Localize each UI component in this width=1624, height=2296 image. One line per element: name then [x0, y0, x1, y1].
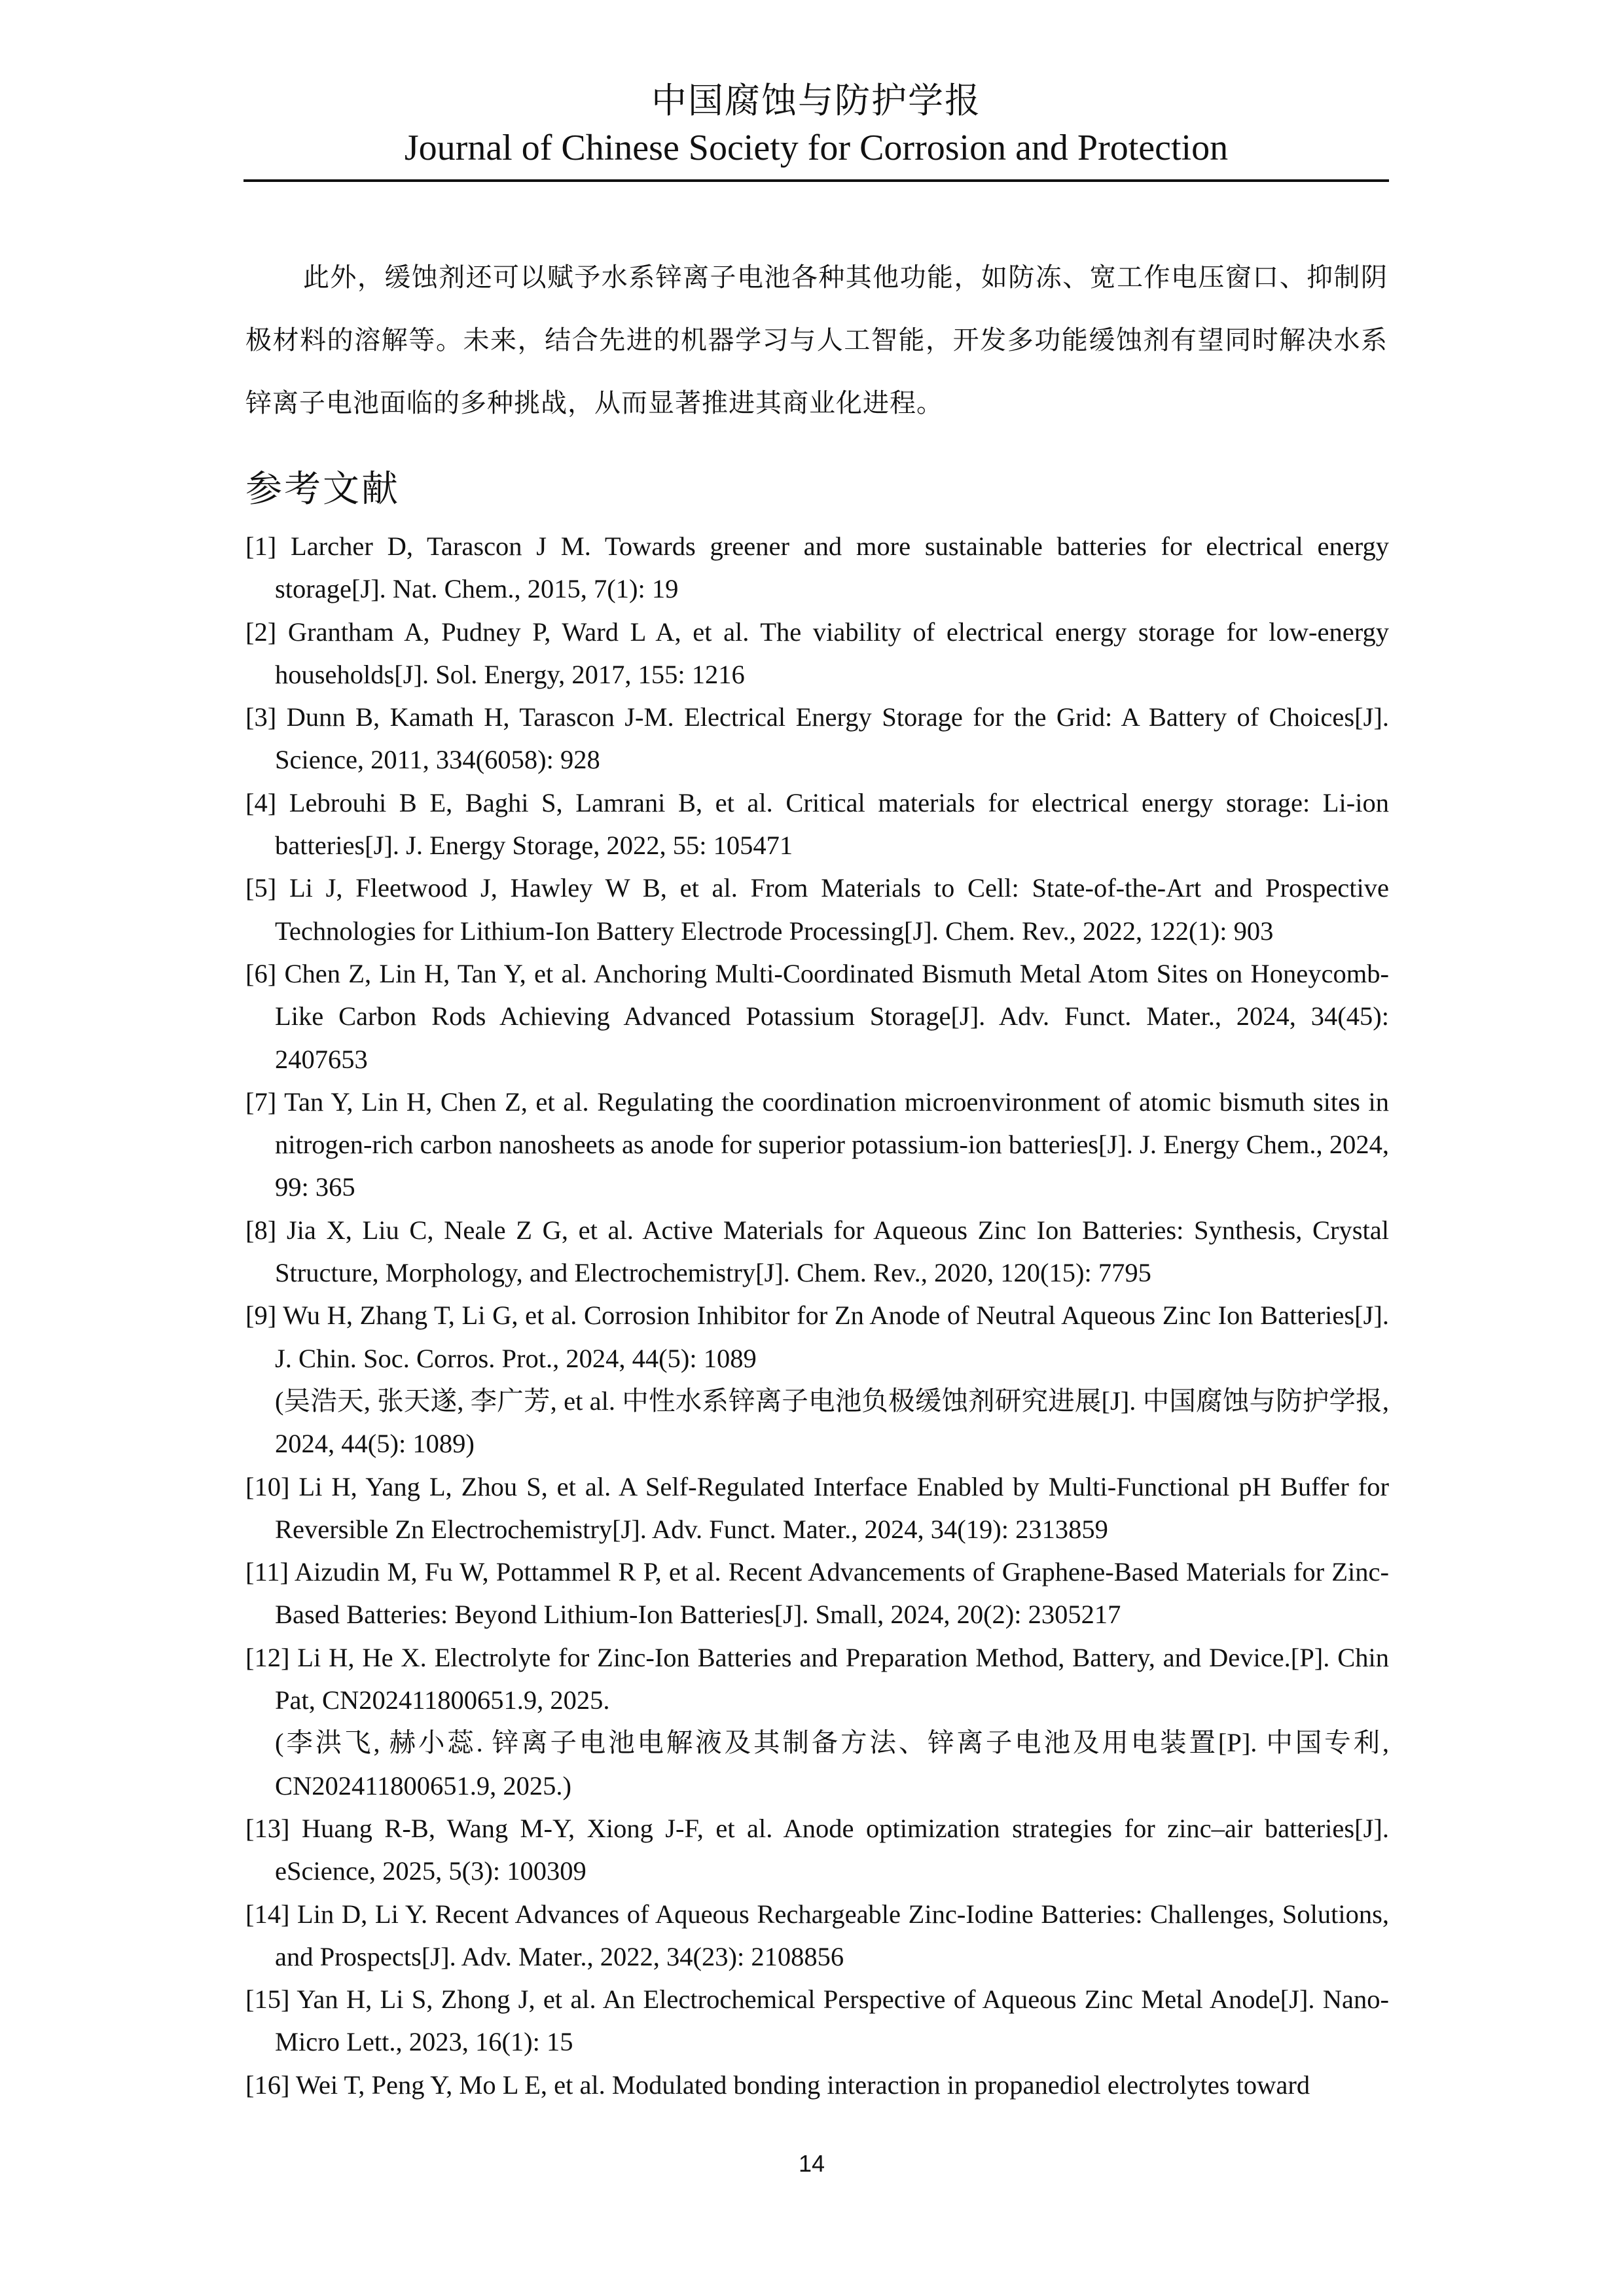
reference-text: [8] Jia X, Liu C, Neale Z G, et al. Active Materials for Aqueous Zinc Ion Batteries: Synthesis, Crystal Structure, Morphology, and Electrochemistry[J]. Chem. Rev., 2020, 120(15): 7795: [245, 1215, 1389, 1288]
reference-chinese-note: (吴浩天, 张天遂, 李广芳, et al. 中性水系锌离子电池负极缓蚀剂研究进展[J]. 中国腐蚀与防护学报, 2024, 44(5): 1089): [275, 1386, 1389, 1459]
reference-text: [7] Tan Y, Lin H, Chen Z, et al. Regulating the coordination microenvironment of atomic bismuth sites in nitrogen-rich carbon nanosheets as anode for superior potassium-ion batteries[J]. J. Energy Chem., 2024, 99: 365: [245, 1086, 1389, 1202]
reference-text: [15] Yan H, Li S, Zhong J, et al. An Electrochemical Perspective of Aqueous Zinc Metal Anode[J]. Nano-Micro Lett., 2023, 16(1): 15: [245, 1984, 1389, 2057]
journal-title-en: Journal of Chinese Society for Corrosion and Protection: [404, 128, 1229, 168]
reference-text: [13] Huang R-B, Wang M-Y, Xiong J-F, et al. Anode optimization strategies for zinc–air batteries[J]. eScience, 2025, 5(3): 100309: [245, 1813, 1389, 1886]
reference-item: [245, 1294, 1389, 1465]
reference-item: [245, 1209, 1389, 1295]
reference-item: [245, 1551, 1389, 1636]
reference-text: [12] Li H, He X. Electrolyte for Zinc-Ion Batteries and Preparation Method, Battery, and Device.[P]. Chin Pat, CN202411800651.9, 2025.: [245, 1642, 1389, 1715]
reference-text: [1] Larcher D, Tarascon J M. Towards greener and more sustainable batteries for electrical energy storage[J]. Nat. Chem., 2015, 7(1): 19: [245, 531, 1389, 604]
reference-text: [11] Aizudin M, Fu W, Pottammel R P, et al. Recent Advancements of Graphene-Based Materials for Zinc-Based Batteries: Beyond Lithium-Ion Batteries[J]. Small, 2024, 20(2): 2305217: [245, 1557, 1389, 1630]
reference-text: [14] Lin D, Li Y. Recent Advances of Aqueous Rechargeable Zinc-Iodine Batteries: Challenges, Solutions, and Prospects[J]. Adv. Mater., 2022, 34(23): 2108856: [245, 1899, 1389, 1971]
reference-chinese-note: (李洪飞, 赫小蕊. 锌离子电池电解液及其制备方法、锌离子电池及用电装置[P]. 中国专利, CN202411800651.9, 2025.): [275, 1728, 1389, 1801]
reference-item: [245, 1978, 1389, 2064]
reference-item: [245, 781, 1389, 867]
page-number: 14: [798, 2150, 825, 2177]
reference-item: [245, 611, 1389, 696]
header-rule: [244, 179, 1389, 182]
reference-item: [245, 696, 1389, 781]
running-header: [244, 77, 1389, 171]
reference-text: [10] Li H, Yang L, Zhou S, et al. A Self-Regulated Interface Enabled by Multi-Functional pH Buffer for Reversible Zn Electrochemistry[J]. Adv. Funct. Mater., 2024, 34(19): 2313859: [245, 1471, 1389, 1544]
reference-item: [245, 525, 1389, 611]
reference-item: [245, 952, 1389, 1081]
reference-item: [245, 1081, 1389, 1209]
reference-item: [245, 2064, 1389, 2106]
reference-item: [245, 1636, 1389, 1807]
reference-text: [3] Dunn B, Kamath H, Tarascon J-M. Electrical Energy Storage for the Grid: A Battery of Choices[J]. Science, 2011, 334(6058): 928: [245, 702, 1389, 775]
reference-item: [245, 1465, 1389, 1551]
journal-title-cn: 中国腐蚀与防护学报: [651, 80, 981, 121]
reference-text: [5] Li J, Fleetwood J, Hawley W B, et al. From Materials to Cell: State-of-the-Art and Prospective Technologies for Lithium-Ion Battery Electrode Processing[J]. Chem. Rev., 2022, 122(1): 903: [245, 873, 1389, 946]
reference-item: [245, 1807, 1389, 1893]
reference-text: [2] Grantham A, Pudney P, Ward L A, et al. The viability of electrical energy storage for low-energy households[J]. Sol. Energy, 2017, 155: 1216: [245, 617, 1389, 689]
reference-item: [245, 1893, 1389, 1979]
reference-text: [9] Wu H, Zhang T, Li G, et al. Corrosion Inhibitor for Zn Anode of Neutral Aqueous Zinc Ion Batteries[J]. J. Chin. Soc. Corros. Prot., 2024, 44(5): 1089: [245, 1300, 1389, 1373]
reference-text: [4] Lebrouhi B E, Baghi S, Lamrani B, et al. Critical materials for electrical energy storage: Li-ion batteries[J]. J. Energy Storage, 2022, 55: 105471: [245, 787, 1389, 861]
reference-list: [245, 525, 1389, 2106]
reference-text: [16] Wei T, Peng Y, Mo L E, et al. Modulated bonding interaction in propanediol electrolytes toward: [245, 2070, 1310, 2100]
reference-text: [6] Chen Z, Lin H, Tan Y, et al. Anchoring Multi-Coordinated Bismuth Metal Atom Sites on Honeycomb-Like Carbon Rods Achieving Advanced Potassium Storage[J]. Adv. Funct. Mater., 2024, 34(45): 2407653: [245, 958, 1389, 1074]
intro-paragraph: 此外，缓蚀剂还可以赋予水系锌离子电池各种其他功能，如防冻、宽工作电压窗口、抑制阴极材料的溶解等。未来，结合先进的机器学习与人工智能，开发多功能缓蚀剂有望同时解决水系锌离子电池面临的多种挑战，从而显著推进其商业化进程。: [245, 262, 1388, 418]
references-heading: 参考文献: [245, 468, 400, 511]
reference-item: [245, 867, 1389, 952]
